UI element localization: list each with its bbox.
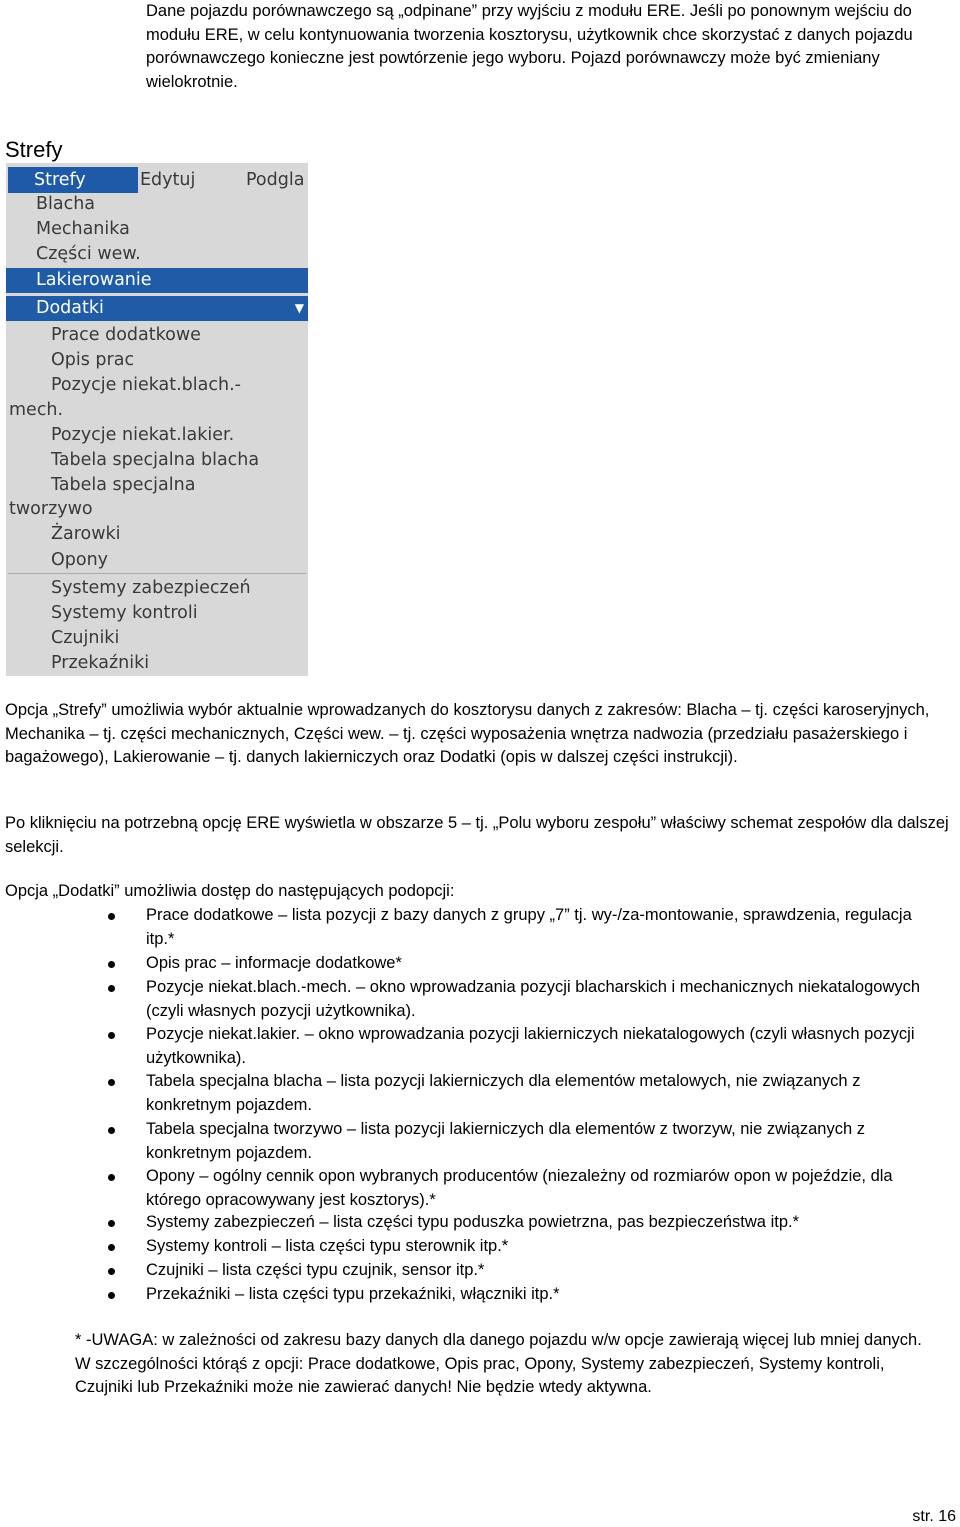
list-item: Prace dodatkowe – lista pozycji z bazy danych z grupy „7” tj. wy-/za-montowanie, sprawdzenia, regulacja itp.* bbox=[146, 904, 936, 951]
submenu-item-przekazniki[interactable]: Przekaźniki bbox=[51, 653, 150, 673]
menu-item-czesci-wew[interactable]: Części wew. bbox=[36, 244, 141, 264]
strefy-description: Opcja „Strefy” umożliwia wybór aktualnie wprowadzanych do kosztorysu danych z zakresów: Blacha – tj. części karoseryjnych, Mechanika – tj. części mechanicznych, Części wew. – tj. części wyposażenia wnętrza nadwozia (przedziału pasażerskiego i bagażowego), Lakierowanie – tj. danych lakierniczych oraz Dodatki (opis w dalszej części instrukcji). bbox=[5, 701, 930, 766]
submenu-item-pozycje-niekat-lakier[interactable]: Pozycje niekat.lakier. bbox=[51, 425, 235, 445]
list-item: Tabela specjalna tworzywo – lista pozycji lakierniczych dla elementów z tworzyw, nie związanych z konkretnym pojazdem. bbox=[146, 1118, 936, 1165]
list-item: Tabela specjalna blacha – lista pozycji lakierniczych dla elementów metalowych, nie związanych z konkretnym pojazdem. bbox=[146, 1070, 936, 1117]
submenu-item-tabela-specjalna-blacha[interactable]: Tabela specjalna blacha bbox=[51, 450, 260, 470]
menu-item-dodatki[interactable]: Dodatki ▼ bbox=[6, 296, 308, 321]
menu-bar bbox=[6, 167, 308, 193]
submenu-item-czujniki[interactable]: Czujniki bbox=[51, 628, 120, 648]
submenu-item-zarowki[interactable]: Żarowki bbox=[51, 524, 121, 544]
bullet-icon bbox=[108, 1244, 115, 1251]
bullet-icon bbox=[108, 1079, 115, 1086]
submenu-item-prace-dodatkowe[interactable]: Prace dodatkowe bbox=[51, 325, 201, 345]
bullet-icon bbox=[108, 1032, 115, 1039]
intro-paragraph: Dane pojazdu porównawczego są „odpinane” przy wyjściu z modułu ERE. Jeśli po ponownym wejściu do modułu ERE, w celu kontynuowania tworzenia kosztorysu, użytkownik chce skorzystać z danych pojazdu porównawczego konieczne jest powtórzenie jego wyboru. Pojazd porównawczy może być zmieniany wielokrotnie. bbox=[146, 2, 913, 91]
bullet-icon bbox=[108, 913, 115, 920]
menu-item-blacha[interactable]: Blacha bbox=[36, 194, 96, 214]
list-item: Pozycje niekat.blach.-mech. – okno wprowadzania pozycji blacharskich i mechanicznych niekatalogowych (czyli własnych pozycji użytkownika). bbox=[146, 976, 936, 1023]
submenu-item-tabela-specjalna-tworzywo-wrap[interactable]: tworzywo bbox=[9, 499, 93, 519]
list-item: Czujniki – lista części typu czujnik, sensor itp.* bbox=[146, 1259, 936, 1283]
submenu-arrow-icon: ▼ bbox=[294, 301, 304, 315]
bullet-icon bbox=[108, 1127, 115, 1134]
submenu-item-pozycje-niekat-blach-wrap[interactable]: mech. bbox=[9, 400, 64, 420]
zespol-description: Po kliknięciu na potrzebną opcję ERE wyświetla w obszarze 5 – tj. „Polu wyboru zespołu” właściwy schemat zespołów dla dalszej selekcji. bbox=[5, 814, 949, 856]
menu-screenshot bbox=[6, 163, 308, 676]
bullet-icon bbox=[108, 1268, 115, 1275]
menu-item-lakierowanie[interactable]: Lakierowanie bbox=[6, 268, 308, 293]
section-title: Strefy bbox=[5, 137, 63, 162]
bullet-icon bbox=[108, 985, 115, 992]
submenu-item-opis-prac[interactable]: Opis prac bbox=[51, 350, 135, 370]
menu-separator bbox=[8, 573, 306, 574]
list-item: Systemy kontroli – lista części typu sterownik itp.* bbox=[146, 1235, 936, 1259]
menu-item-mechanika[interactable]: Mechanika bbox=[36, 219, 130, 239]
warning-note: * -UWAGA: w zależności od zakresu bazy danych dla danego pojazdu w/w opcje zawierają więcej lub mniej danych. W szczególności którąś z opcji: Prace dodatkowe, Opis prac, Opony, Systemy zabezpieczeń, Systemy kontroli, Czujniki lub Przekaźniki może nie zawierać danych! Nie będzie wtedy aktywna. bbox=[75, 1331, 922, 1396]
list-item: Pozycje niekat.lakier. – okno wprowadzania pozycji lakierniczych niekatalogowych (czyli własnych pozycji użytkownika). bbox=[146, 1023, 936, 1070]
bullet-icon bbox=[108, 1220, 115, 1227]
list-item: Systemy zabezpieczeń – lista części typu poduszka powietrzna, pas bezpieczeństwa itp.* bbox=[146, 1211, 936, 1235]
submenu-item-systemy-kontroli[interactable]: Systemy kontroli bbox=[51, 603, 198, 623]
list-item: Opony – ogólny cennik opon wybranych producentów (niezależny od rozmiarów opon w pojeździe, dla którego opracowywany jest kosztorys).* bbox=[146, 1165, 936, 1212]
bullet-icon bbox=[108, 961, 115, 968]
submenu-item-opony[interactable]: Opony bbox=[51, 550, 109, 570]
page-number: str. 16 bbox=[912, 1508, 956, 1525]
submenu-item-pozycje-niekat-blach[interactable]: Pozycje niekat.blach.- bbox=[51, 375, 241, 395]
bullet-icon bbox=[108, 1174, 115, 1181]
bullet-icon bbox=[108, 1292, 115, 1299]
list-item: Opis prac – informacje dodatkowe* bbox=[146, 952, 936, 976]
list-item: Przekaźniki – lista części typu przekaźniki, włączniki itp.* bbox=[146, 1283, 936, 1307]
submenu-item-systemy-zabezpieczen[interactable]: Systemy zabezpieczeń bbox=[51, 578, 251, 598]
submenu-item-tabela-specjalna-tworzywo[interactable]: Tabela specjalna bbox=[51, 475, 196, 495]
dodatki-intro: Opcja „Dodatki” umożliwia dostęp do następujących podopcji: bbox=[5, 882, 455, 900]
tab-podglad[interactable]: Podgla bbox=[246, 170, 305, 190]
tab-strefy[interactable]: Strefy bbox=[34, 170, 86, 190]
tab-edytuj[interactable]: Edytuj bbox=[140, 170, 196, 190]
